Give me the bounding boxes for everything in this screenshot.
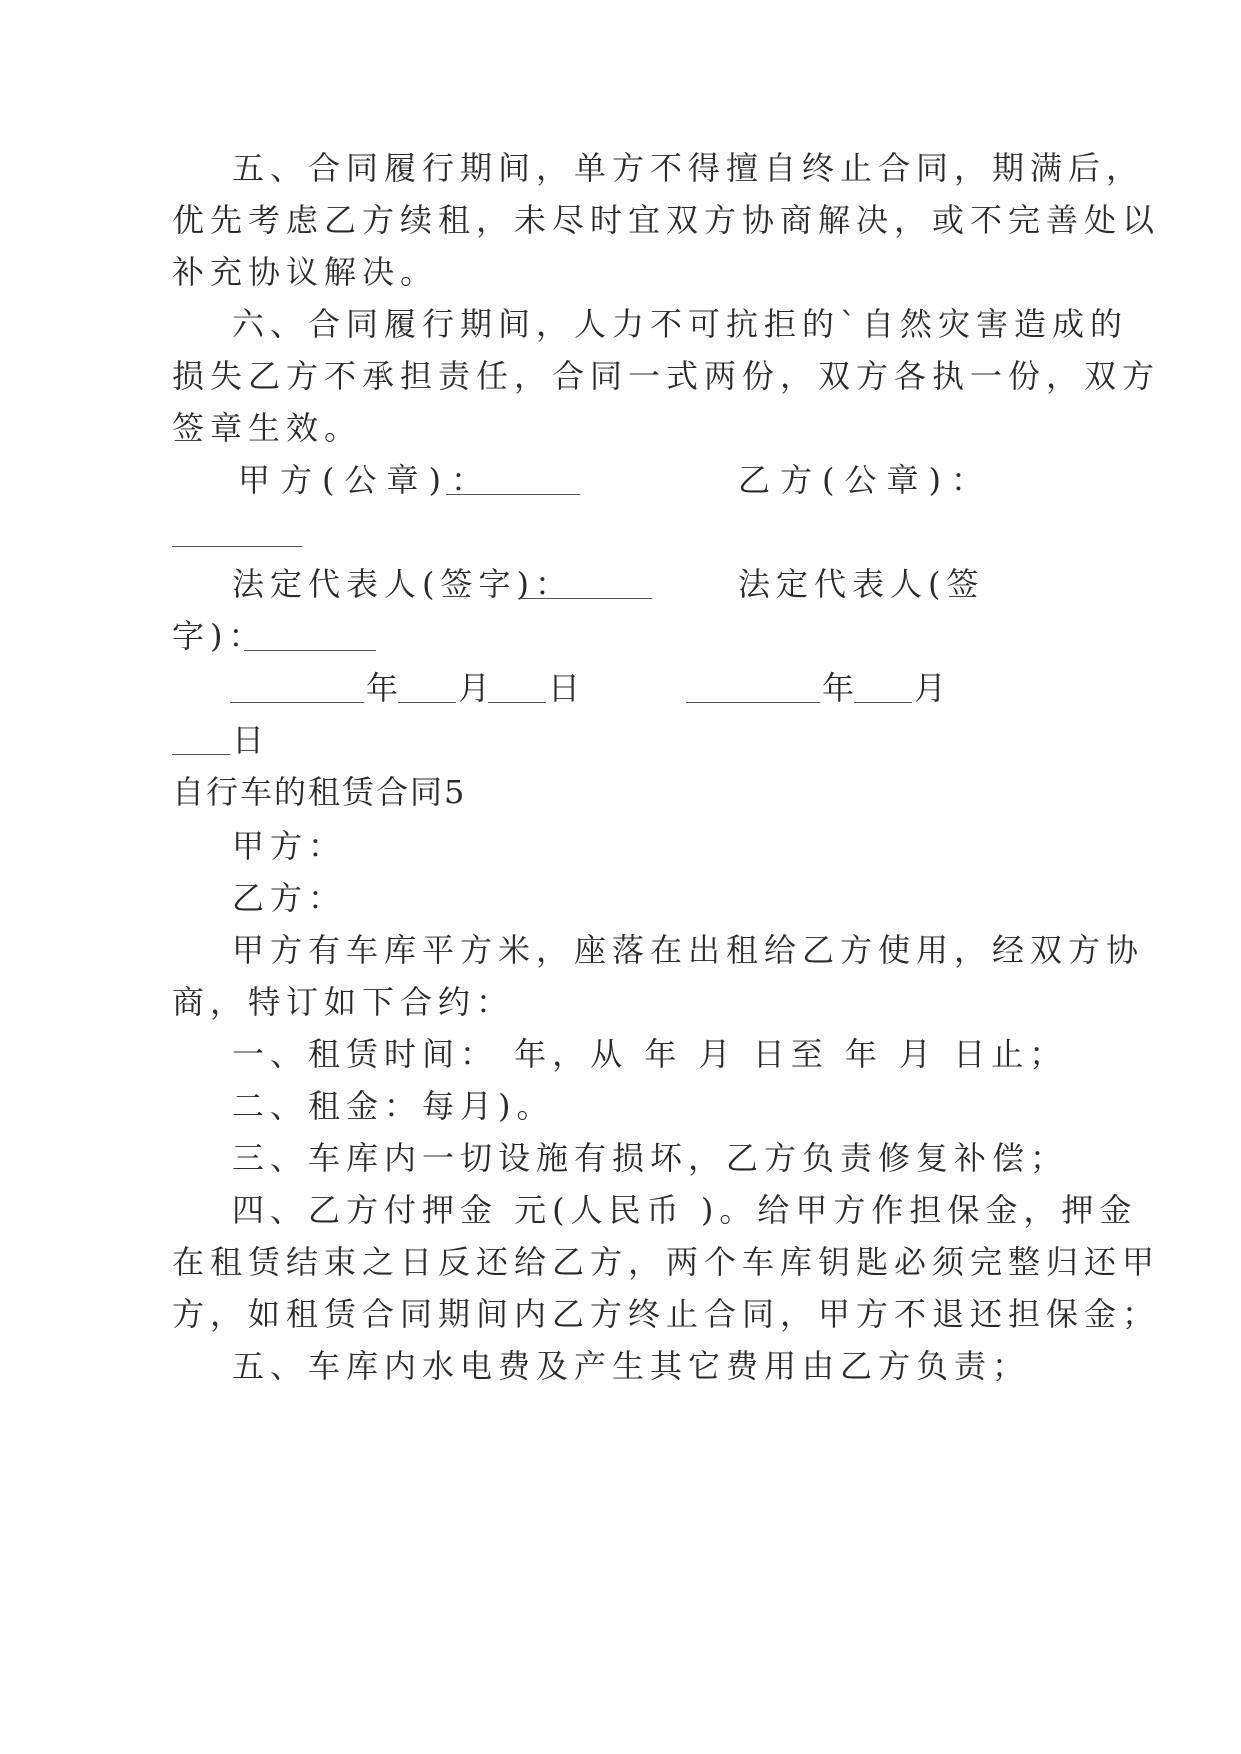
date-a-year-blank — [230, 702, 364, 703]
date-b-year-blank — [686, 702, 820, 703]
legal-rep-b-label-start: 法定代表人(签 — [738, 565, 985, 603]
date-a-month-label: 月 — [458, 669, 497, 707]
prev-clause6-line3: 签章生效。 — [172, 409, 363, 447]
date-a-month-blank — [398, 702, 456, 703]
legal-rep-b-blank — [244, 650, 376, 651]
prev-clause5-line2: 优先考虑乙方续租，未尽时宜双方协商解决，或不完善处以 — [172, 201, 1161, 239]
legal-rep-b-label-end: 字)： — [172, 617, 267, 655]
legal-rep-a-label: 法定代表人(签字)： — [232, 565, 573, 603]
prev-clause5-line3: 补充协议解决。 — [172, 253, 439, 291]
contract-title: 自行车的租赁合同5 — [172, 773, 467, 811]
date-a-year-label: 年 — [366, 669, 405, 707]
date-a-day-blank — [488, 702, 546, 703]
clause-1: 一、租赁时间： 年，从 年 月 日至 年 月 日止； — [232, 1035, 1068, 1073]
date-b-day-label: 日 — [232, 721, 271, 759]
date-b-month-label: 月 — [914, 669, 953, 707]
prev-clause6-line1: 六、合同履行期间，人力不可抗拒的`自然灾害造成的 — [232, 305, 1129, 343]
date-b-year-label: 年 — [822, 669, 861, 707]
clause-4-line1: 四、乙方付押金 元(人民币 )。给甲方作担保金，押金 — [232, 1191, 1138, 1229]
party-b-label: 乙方： — [232, 879, 347, 917]
date-a-day-label: 日 — [548, 669, 587, 707]
date-b-day-blank — [172, 754, 230, 755]
party-b-seal-blank — [172, 546, 302, 547]
clause-5: 五、车库内水电费及产生其它费用由乙方负责； — [232, 1347, 1031, 1385]
legal-rep-a-blank — [518, 598, 652, 599]
party-a-seal-label: 甲方(公章)： — [238, 461, 493, 499]
clause-3: 三、车库内一切设施有损坏，乙方负责修复补偿； — [232, 1139, 1069, 1177]
date-b-month-blank — [854, 702, 912, 703]
party-a-seal-blank — [446, 494, 580, 495]
intro-line2: 商，特订如下合约： — [172, 983, 515, 1021]
intro-line1: 甲方有车库平方米，座落在出租给乙方使用，经双方协 — [232, 931, 1145, 969]
party-b-seal-label: 乙方(公章)： — [738, 461, 993, 499]
clause-4-line3: 方，如租赁合同期间内乙方终止合同，甲方不退还担保金； — [172, 1295, 1161, 1333]
clause-2: 二、租金：每月)。 — [232, 1087, 555, 1125]
prev-clause6-line2: 损失乙方不承担责任，合同一式两份，双方各执一份，双方 — [172, 357, 1161, 395]
clause-4-line2: 在租赁结束之日反还给乙方，两个车库钥匙必须完整归还甲 — [172, 1243, 1161, 1281]
prev-clause5-line1: 五、合同履行期间，单方不得擅自终止合同，期满后， — [232, 149, 1145, 187]
party-a-label: 甲方： — [232, 827, 347, 865]
